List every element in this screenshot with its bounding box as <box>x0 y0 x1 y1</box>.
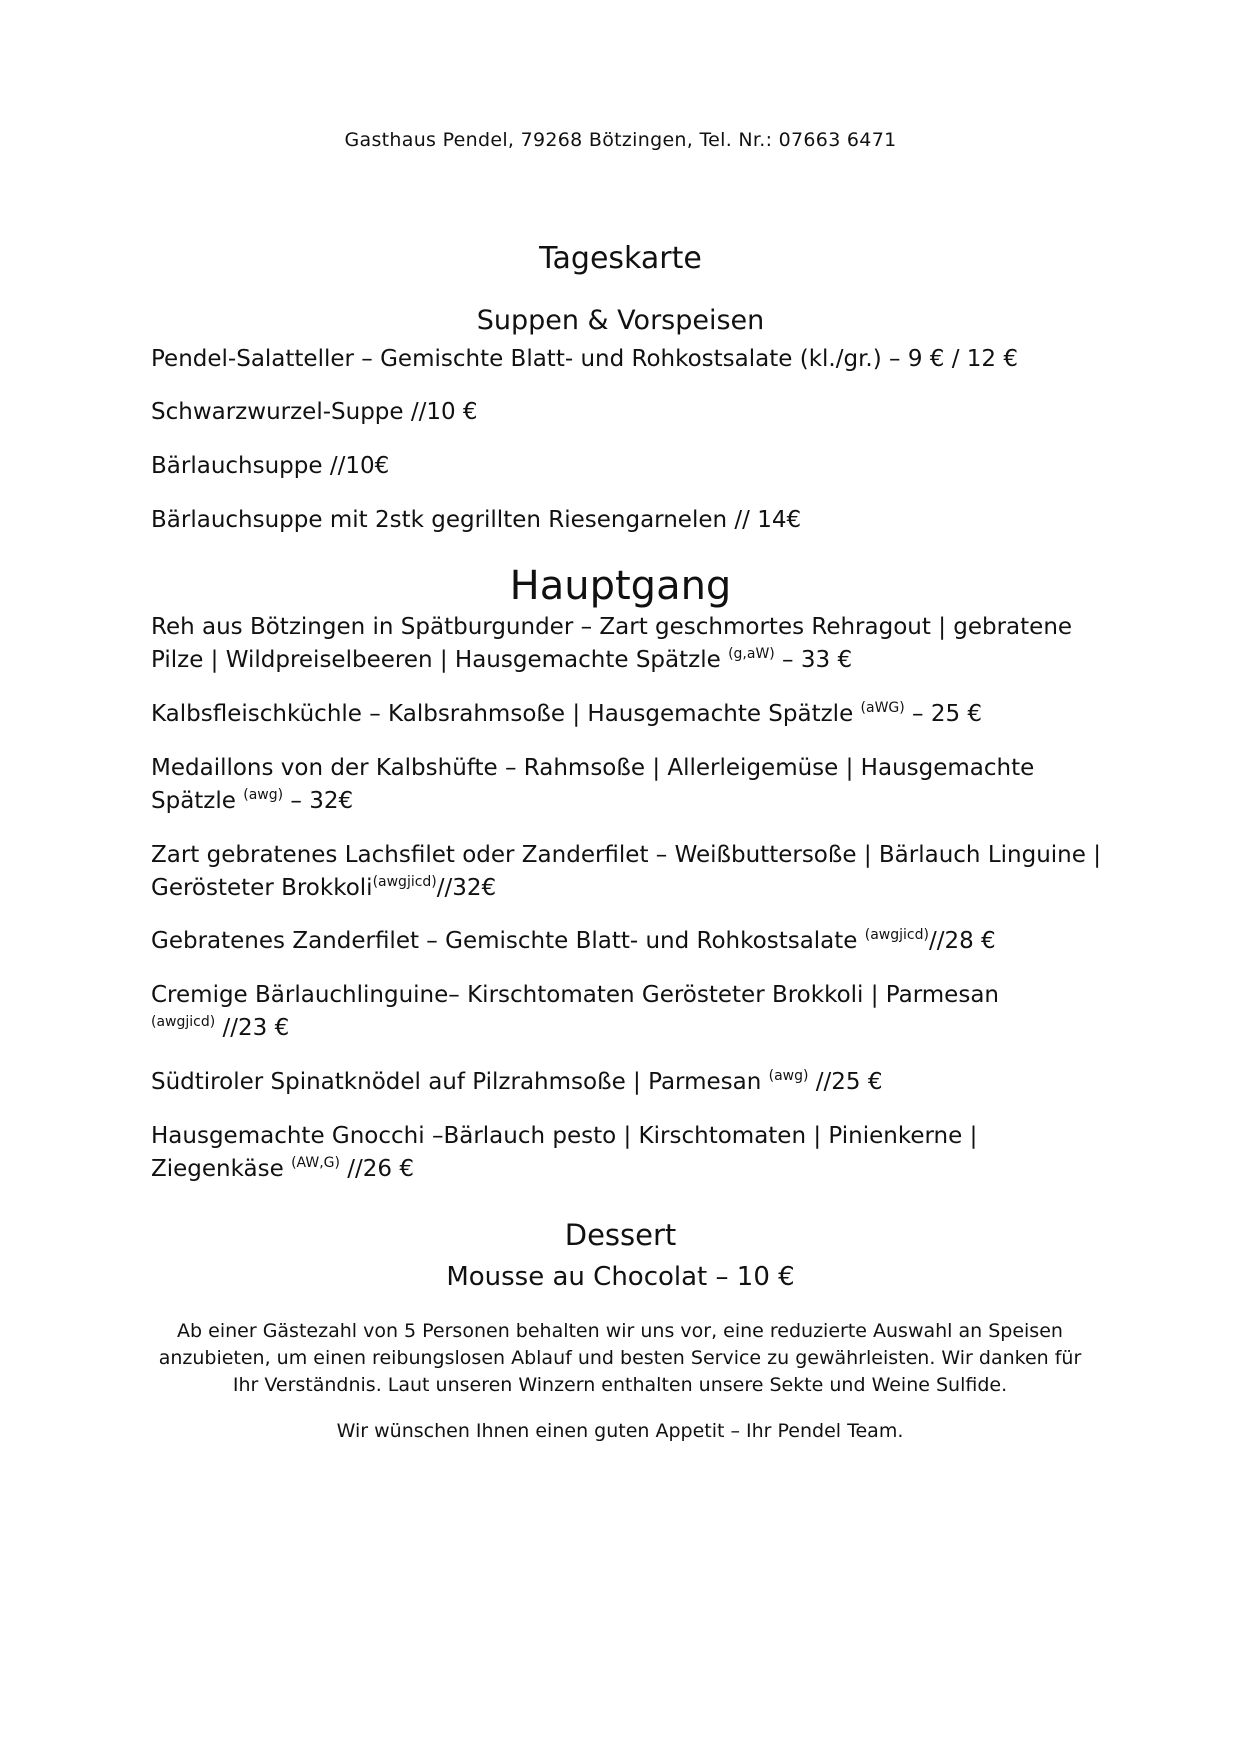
menu-item <box>151 752 1101 818</box>
dish-price: //32€ <box>436 875 497 901</box>
menu-item <box>151 925 1101 958</box>
menu-item <box>151 1066 1101 1099</box>
allergen-codes: (aWG) <box>860 700 905 716</box>
section-heading-hauptgang: Hauptgang <box>509 563 732 609</box>
dish-description: Hausgemachte Gnocchi –Bärlauch pesto | Kirschtomaten | Pinienkerne | Ziegenkäse <box>151 1123 978 1182</box>
dish-price: //25 € <box>808 1069 883 1095</box>
allergen-codes: (awgjicd) <box>372 874 437 890</box>
dish-description: Gebratenes Zanderfilet – Gemischte Blatt- und Rohkostsalate <box>151 928 865 954</box>
dish-description: Südtiroler Spinatknödel auf Pilzrahmsoße | Parmesan <box>151 1069 769 1095</box>
menu-item <box>151 611 1101 677</box>
dish-price: – 25 € <box>904 701 983 727</box>
dish-price: – 32€ <box>283 788 354 814</box>
menu-item: Schwarzwurzel-Suppe //10 € <box>151 399 478 425</box>
menu-item <box>151 979 1101 1045</box>
dish-description: Zart gebratenes Lachsfilet oder Zanderfilet – Weißbuttersoße | Bärlauch Linguine | Gerösteter Brokkoli <box>151 842 1101 901</box>
section-heading-suppen: Suppen & Vorspeisen <box>476 305 765 336</box>
group-notice: Ab einer Gästezahl von 5 Personen behalten wir uns vor, eine reduzierte Auswahl an Speisen anzubieten, um einen reibungslosen Ablauf und besten Service zu gewährleisten. Wir danken für Ihr Verständnis. Laut unseren Winzern enthalten unsere Sekte und Weine Sulfide. <box>158 1320 1082 1396</box>
restaurant-header: Gasthaus Pendel, 79268 Bötzingen, Tel. Nr.: 07663 6471 <box>344 129 897 151</box>
dessert-item: Mousse au Chocolat – 10 € <box>446 1262 795 1292</box>
dish-price: //23 € <box>215 1015 290 1041</box>
allergen-codes: (awg) <box>243 787 284 803</box>
dish-price: – 33 € <box>774 647 853 673</box>
menu-item <box>151 1120 1101 1186</box>
section-heading-dessert: Dessert <box>564 1218 677 1252</box>
dish-price: //26 € <box>339 1156 414 1182</box>
allergen-codes: (awgjicd) <box>151 1014 216 1030</box>
dish-description: Reh aus Bötzingen in Spätburgunder – Zart geschmortes Rehragout | gebratene Pilze | Wildpreiselbeeren | Hausgemachte Spätzle <box>151 614 1073 673</box>
dish-description: Medaillons von der Kalbshüfte – Rahmsoße | Allerleigemüse | Hausgemachte Spätzle <box>151 755 1035 814</box>
menu-item: Bärlauchsuppe //10€ <box>151 453 390 479</box>
allergen-codes: (awg) <box>768 1068 809 1084</box>
menu-title: Tageskarte <box>539 241 702 276</box>
dish-description: Kalbsfleischküchle – Kalbsrahmsoße | Hausgemachte Spätzle <box>151 701 861 727</box>
allergen-codes: (g,aW) <box>728 646 775 662</box>
closing-note: Wir wünschen Ihnen einen guten Appetit – Ihr Pendel Team. <box>336 1420 904 1442</box>
menu-item <box>151 698 1101 731</box>
menu-item <box>151 839 1101 905</box>
dish-price: //28 € <box>928 928 996 954</box>
allergen-codes: (AW,G) <box>291 1155 340 1171</box>
dish-description: Cremige Bärlauchlinguine– Kirschtomaten Gerösteter Brokkoli | Parmesan <box>151 982 999 1008</box>
menu-item: Bärlauchsuppe mit 2stk gegrillten Riesengarnelen // 14€ <box>151 507 802 533</box>
menu-item: Pendel-Salatteller – Gemischte Blatt- und Rohkostsalate (kl./gr.) – 9 € / 12 € <box>151 346 1018 372</box>
allergen-codes: (awgjicd) <box>864 927 929 943</box>
